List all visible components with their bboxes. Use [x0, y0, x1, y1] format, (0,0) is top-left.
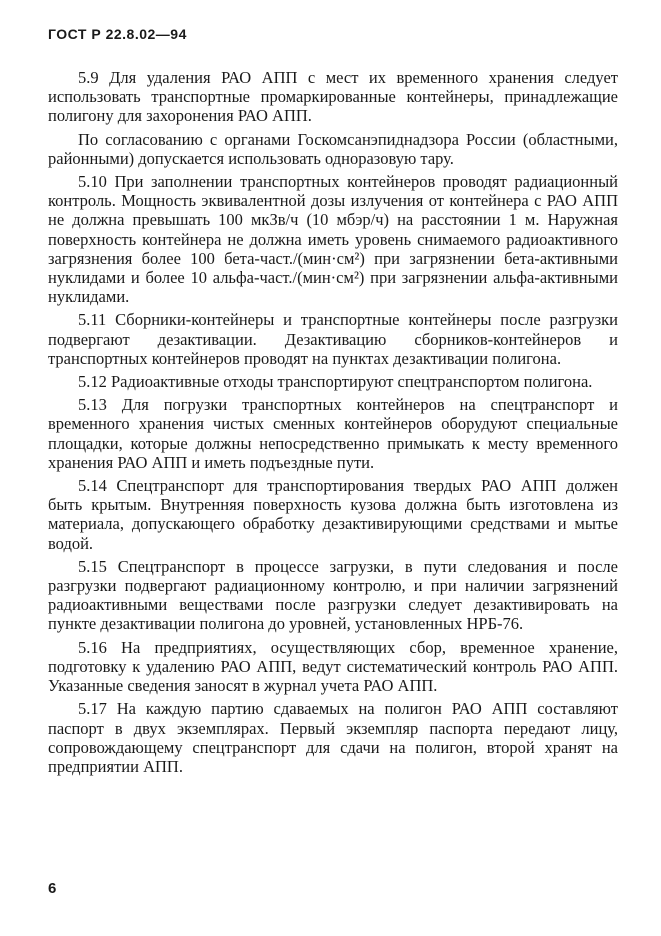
paragraph-5-16: 5.16 На предприятиях, осуществляющих сбор, временное хранение, подготовку к удалению РАО АПП, ведут систематический контроль РАО АПП. Указанные сведения заносят в журнал учета РАО АПП. [48, 637, 618, 696]
paragraph-5-12: 5.12 Радиоактивные отходы транспортируют спецтранспортом полигона. [78, 372, 593, 392]
document-body [48, 68, 618, 780]
paragraph-5-15: 5.15 Спецтранспорт в процессе загрузки, в пути следования и после разгрузки подвергают радиационному контролю, и при наличии загрязнений радиоактивными веществами после разгрузки следует дезактивировать на пункте дезактивации полигона до уровней, установленных НРБ-76. [48, 556, 618, 634]
paragraph-5-14: 5.14 Спецтранспорт для транспортирования твердых РАО АПП должен быть крытым. Внутренняя поверхность кузова должна быть изготовлена из материала, допускающего обработку дезактивирующими средствами и мытье водой. [48, 476, 618, 553]
paragraph-5-9: 5.9 Для удаления РАО АПП с мест их временного хранения следует использовать транспортные промаркированные контейнеры, принадлежащие полигону для захоронения РАО АПП. [48, 68, 618, 126]
paragraph-5-13: 5.13 Для погрузки транспортных контейнеров на спецтранспорт и временного хранения чистых сменных контейнеров оборудуют специальные площадки, которые должны непосредственно примыкать к месту временного хранения РАО АПП и иметь подъездные пути. [48, 395, 618, 472]
page-number: 6 [48, 880, 57, 897]
paragraph-5-10: 5.10 При заполнении транспортных контейнеров проводят радиационный контроль. Мощность эквивалентной дозы излучения от контейнера с РАО АПП не должна превышать 100 мкЗв/ч (10 мбэр/ч) на расстоянии 1 м. Наружная поверхность контейнера не должна иметь уровень снимаемого радиоактивного загрязнения более 100 бета-част./(мин·см²) при загрязнении бета-активными нуклидами и более 10 альфа-част./(мин·см²) при загрязнении альфа-активными нуклидами. [48, 172, 618, 307]
paragraph-5-9-note: По согласованию с органами Госкомсанэпиднадзора России (областными, районными) допускается использовать одноразовую тару. [48, 129, 618, 168]
standard-header: ГОСТ Р 22.8.02—94 [48, 26, 187, 42]
paragraph-5-11: 5.11 Сборники-контейнеры и транспортные контейнеры после разгрузки подвергают дезактивации. Дезактивацию сборников-контейнеров и транспортных контейнеров проводят на пунктах дезактивации полигона. [48, 310, 618, 368]
paragraph-5-17: 5.17 На каждую партию сдаваемых на полигон РАО АПП составляют паспорт в двух экземплярах. Первый экземпляр паспорта передают лицу, сопровождающему спецтранспорт для сдачи на полигон, второй хранят на предприятии АПП. [48, 699, 618, 776]
